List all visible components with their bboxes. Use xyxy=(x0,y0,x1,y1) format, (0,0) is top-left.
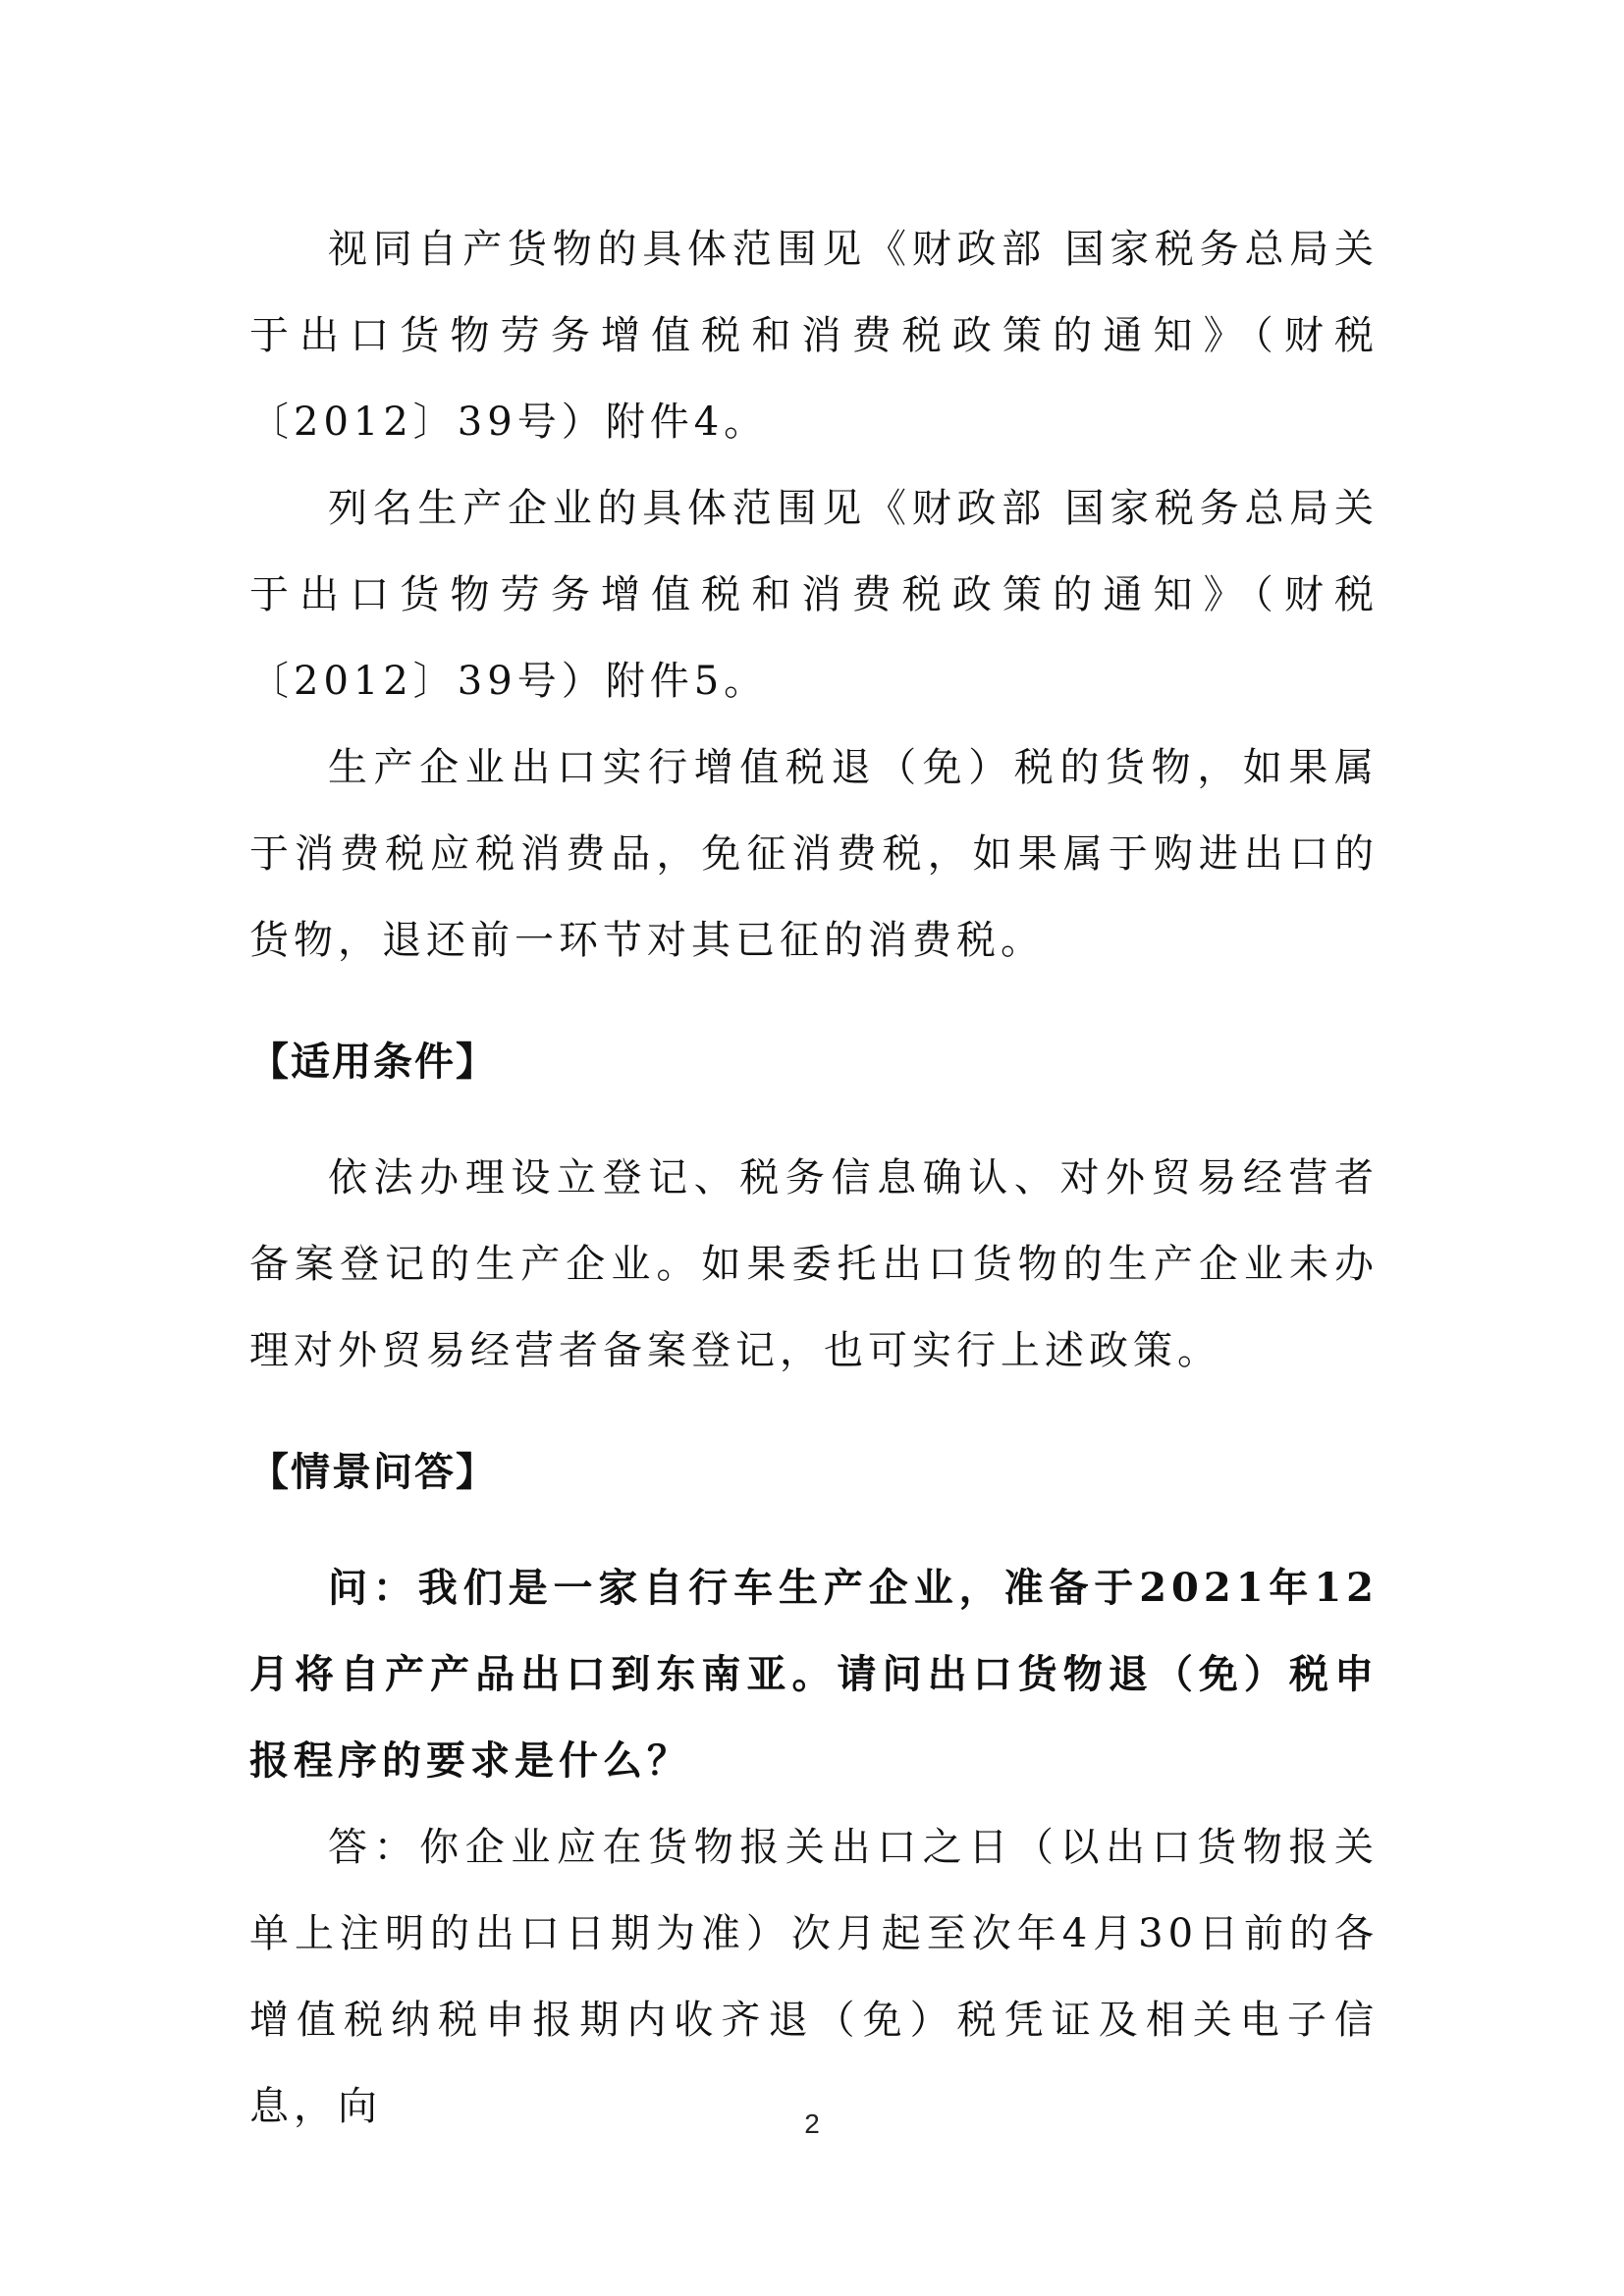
document-body xyxy=(249,206,1379,2150)
paragraph-conditions: 依法办理设立登记、税务信息确认、对外贸易经营者备案登记的生产企业。如果委托出口货物的生产企业未办理对外贸易经营者备案登记，也可实行上述政策。 xyxy=(249,1155,1379,1373)
heading-applicable-conditions: 【适用条件】 xyxy=(249,1040,497,1085)
heading-scenario-qa: 【情景问答】 xyxy=(249,1450,497,1495)
paragraph-answer: 答：你企业应在货物报关出口之日（以出口货物报关单上注明的出口日期为准）次月起至次年4月30日前的各增值税纳税申报期内收齐退（免）税凭证及相关电子信息，向 xyxy=(249,1825,1379,2129)
paragraph-consumption-tax: 生产企业出口实行增值税退（免）税的货物，如果属于消费税应税消费品，免征消费税，如果属于购进出口的货物，退还前一环节对其已征的消费税。 xyxy=(249,745,1379,963)
paragraph-listed-enterprises: 列名生产企业的具体范围见《财政部 国家税务总局关于出口货物劳务增值税和消费税政策的通知》（财税〔2012〕39号）附件5。 xyxy=(249,486,1379,704)
paragraph-question: 问：我们是一家自行车生产企业，准备于2021年12月将自产产品出口到东南亚。请问出口货物退（免）税申报程序的要求是什么？ xyxy=(249,1565,1379,1784)
paragraph-deemed-own-goods: 视同自产货物的具体范围见《财政部 国家税务总局关于出口货物劳务增值税和消费税政策的通知》（财税〔2012〕39号）附件4。 xyxy=(249,227,1379,445)
page-number: 2 xyxy=(804,2109,820,2139)
